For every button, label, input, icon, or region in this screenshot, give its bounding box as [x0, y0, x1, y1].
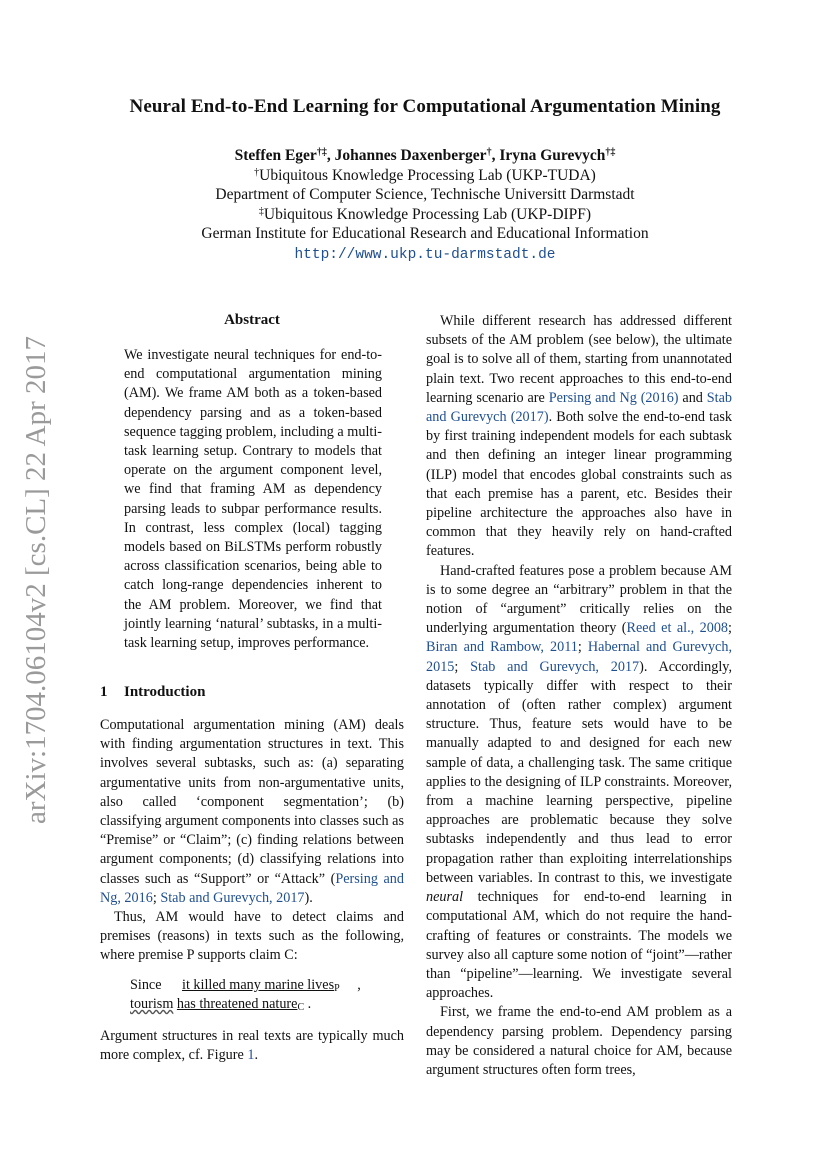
author-name: Iryna Gurevych [499, 147, 606, 164]
example-since: Since [130, 977, 162, 993]
affiliation-lab: Ubiquitous Knowledge Processing Lab (UKP-DIPF) [263, 205, 592, 223]
paper-title: Neural End-to-End Learning for Computational Argumentation Mining [129, 96, 721, 117]
paragraph-text: Computational argumentation mining (AM) deals with finding argumentation structures in text. This involves several subtasks, such as: (a) separating argumentative units from non-argumentative units, also called ‘component segmentation’; (b) classifying argument components into classes such as “Premise” or “Claim”; (c) finding relations between argument components; (d) classifying relations into classes such as “Support” or “Attack” ( [100, 717, 404, 887]
citation-link[interactable]: Stab and Gurevych [426, 389, 732, 426]
claim-label: C [297, 1002, 305, 1013]
citation-year-link[interactable]: (2017) [510, 409, 549, 426]
example-period: . [307, 996, 312, 1012]
right-paragraph-3: First, we frame the end-to-end AM problem as a dependency parsing problem. Dependency parsing may be considered a natural choice for AM, because argument structures often form trees, [426, 1004, 732, 1078]
emphasis-text: neural [426, 889, 464, 906]
author-name: Steffen Eger [234, 147, 317, 164]
paragraph-text: Argument structures in real texts are typically much more complex, cf. Figure [100, 1028, 404, 1064]
affiliation-mark: † [254, 166, 260, 178]
paragraph-text: . Both solve the end-to-end task by first training independent models for each subtask and then defining an integer linear programming (ILP) model that encodes global constraints such as that each premise has a parent, etc. Besides their pipeline architecture the approaches also have in common that they heavily rely on hand-crafted features. [426, 409, 733, 560]
section-heading-introduction [100, 684, 205, 701]
intro-paragraph-1 [100, 716, 404, 908]
author-mark: † [486, 147, 492, 158]
affiliation-1-department: Department of Computer Science, Technische Universitt Darmstadt [215, 186, 635, 203]
author-name: Johannes Daxenberger [334, 147, 487, 164]
citation-link[interactable]: Stab and Gurevych, 2017 [160, 889, 305, 906]
example-line-1 [130, 976, 361, 995]
citation-link[interactable]: Biran and Rambow, 2011 [426, 639, 578, 656]
abstract-heading: Abstract [224, 312, 280, 328]
affiliation-2-institute: German Institute for Educational Research and Educational Information [201, 225, 649, 242]
author-mark: †‡ [316, 147, 327, 158]
right-paragraph-2: Hand-crafted features pose a problem because AM is to some degree an “arbitrary” problem in that the notion of “argument” critically relies on the underlying argumentation theory (Reed et al., 2008; Biran and Rambow, 2011; Habernal and Gurevych, 2015; Stab and Gurevych, 2017). Accordingly, datasets typically differ with respect to their annotation of (often rather complex) argument structure. Thus, feature sets would have to be manually adapted to and designed for each new sample of data, a challenging task. The same critique applies to the designing of ILP constraints. Moreover, from a machine learning perspective, pipeline approaches are problematic because they solve subtasks independently and thus lead to error propagation rather than exploiting interrelationships between variables. In contrast to this, we investigate neural techniques for end-to-end learning in computational AM, which do not require the hand-crafting of features or constraints. The models we survey also all capture some notion of “joint”—rather than “pipeline”—learning. We investigate several approaches. [426, 562, 732, 1002]
example-comma: , [357, 977, 361, 993]
paragraph-text: ). Accordingly, datasets typically differ with respect to their annotation of (often rather complex) argument structure. Thus, feature sets would have to be manually adapted to and designed for each new sample of data, a challenging task. The same critique applies to the designing of ILP constraints. Moreover, from a machine learning perspective, pipeline approaches are problematic because they solve subtasks independently and thus lead to error propagation rather than exploiting interrelationships between variables. In contrast to this, we investigate [426, 658, 732, 886]
paragraph-text: While different research has addressed different subsets of the AM problem (see below), the ultimate goal is to solve all of them, starting from unannotated plain text. Two recent approaches to this end-to-end learning scenario are [426, 313, 732, 406]
premise-label: P [334, 983, 340, 994]
citation-link[interactable]: Habernal and Gurevych, 2015 [426, 639, 732, 675]
section-number: 1 [100, 684, 108, 700]
citation-link[interactable]: Persing and Ng [548, 389, 637, 406]
citation-year-link[interactable]: (2016) [640, 389, 679, 406]
paragraph-text: . [254, 1047, 258, 1064]
right-column [426, 312, 732, 1080]
author-names: Steffen Eger†‡, Johannes Daxenberger†, Iryna Gurevych†‡ [234, 147, 616, 164]
paragraph-text: techniques for end-to-end learning in computational AM, which do not require the hand-crafting of features or constraints. The models we survey also all capture some notion of “joint”—rather than “pipeline”—learning. We investigate several approaches. [426, 889, 732, 1002]
example-premise: it killed many marine lives [182, 977, 335, 993]
argument-example [130, 976, 361, 1014]
citation-link[interactable]: Stab and Gurevych, 2017 [470, 658, 640, 675]
paragraph-text: and [678, 389, 707, 406]
lab-url-link[interactable]: http://www.ukp.tu-darmstadt.de [294, 246, 556, 263]
intro-paragraphs [100, 716, 404, 966]
citation-link[interactable]: Reed et al., 2008 [626, 620, 729, 637]
paragraph-text: Hand-crafted features pose a problem because AM is to some degree an “arbitrary” problem in that the notion of “argument” critically relies on the underlying argumentation theory ( [426, 562, 732, 637]
author-mark: †‡ [605, 147, 616, 158]
example-claim-subject: tourism [130, 996, 174, 1012]
affiliation-1 [60, 166, 790, 186]
affiliation-2 [60, 205, 790, 225]
affiliation-mark: ‡ [258, 205, 264, 217]
intro-paragraph-2: Thus, AM would have to detect claims and premises (reasons) in texts such as the following, where premise P supports claim C: [100, 909, 404, 964]
intro-paragraph-3 [100, 1027, 404, 1065]
intro-paragraph-3-block [100, 1027, 404, 1065]
citation-link[interactable]: Persing and Ng, 2016 [100, 870, 404, 906]
affiliation-lab: Ubiquitous Knowledge Processing Lab (UKP-TUDA) [259, 166, 596, 184]
example-claim: has threatened nature [176, 996, 298, 1012]
figure-link[interactable]: 1 [247, 1047, 255, 1064]
paragraph-text: ). [304, 889, 313, 906]
arxiv-stamp-text: arXiv:1704.06104v2 [cs.CL] 22 Apr 2017 [20, 335, 52, 824]
example-line-2 [130, 995, 361, 1014]
author-block [60, 146, 790, 265]
section-title: Introduction [124, 684, 206, 700]
arxiv-stamp [14, 330, 54, 830]
citation-separator: ; [152, 889, 161, 906]
right-paragraph-1 [426, 312, 732, 562]
abstract-text: We investigate neural techniques for end-to-end computational argumentation mining (AM). We frame AM both as a token-based dependency parsing and as a token-based sequence tagging problem, including a multi-task learning setup. Contrary to models that operate on the argument component level, we find that framing AM as dependency parsing leads to subpar performance results. In contrast, less complex (local) tagging models based on BiLSTMs perform robustly across classification scenarios, being able to catch long-range dependencies inherent to the AM problem. Moreover, we find that jointly learning ‘natural’ subtasks, in a multi-task learning setup, improves performance. [124, 347, 382, 652]
